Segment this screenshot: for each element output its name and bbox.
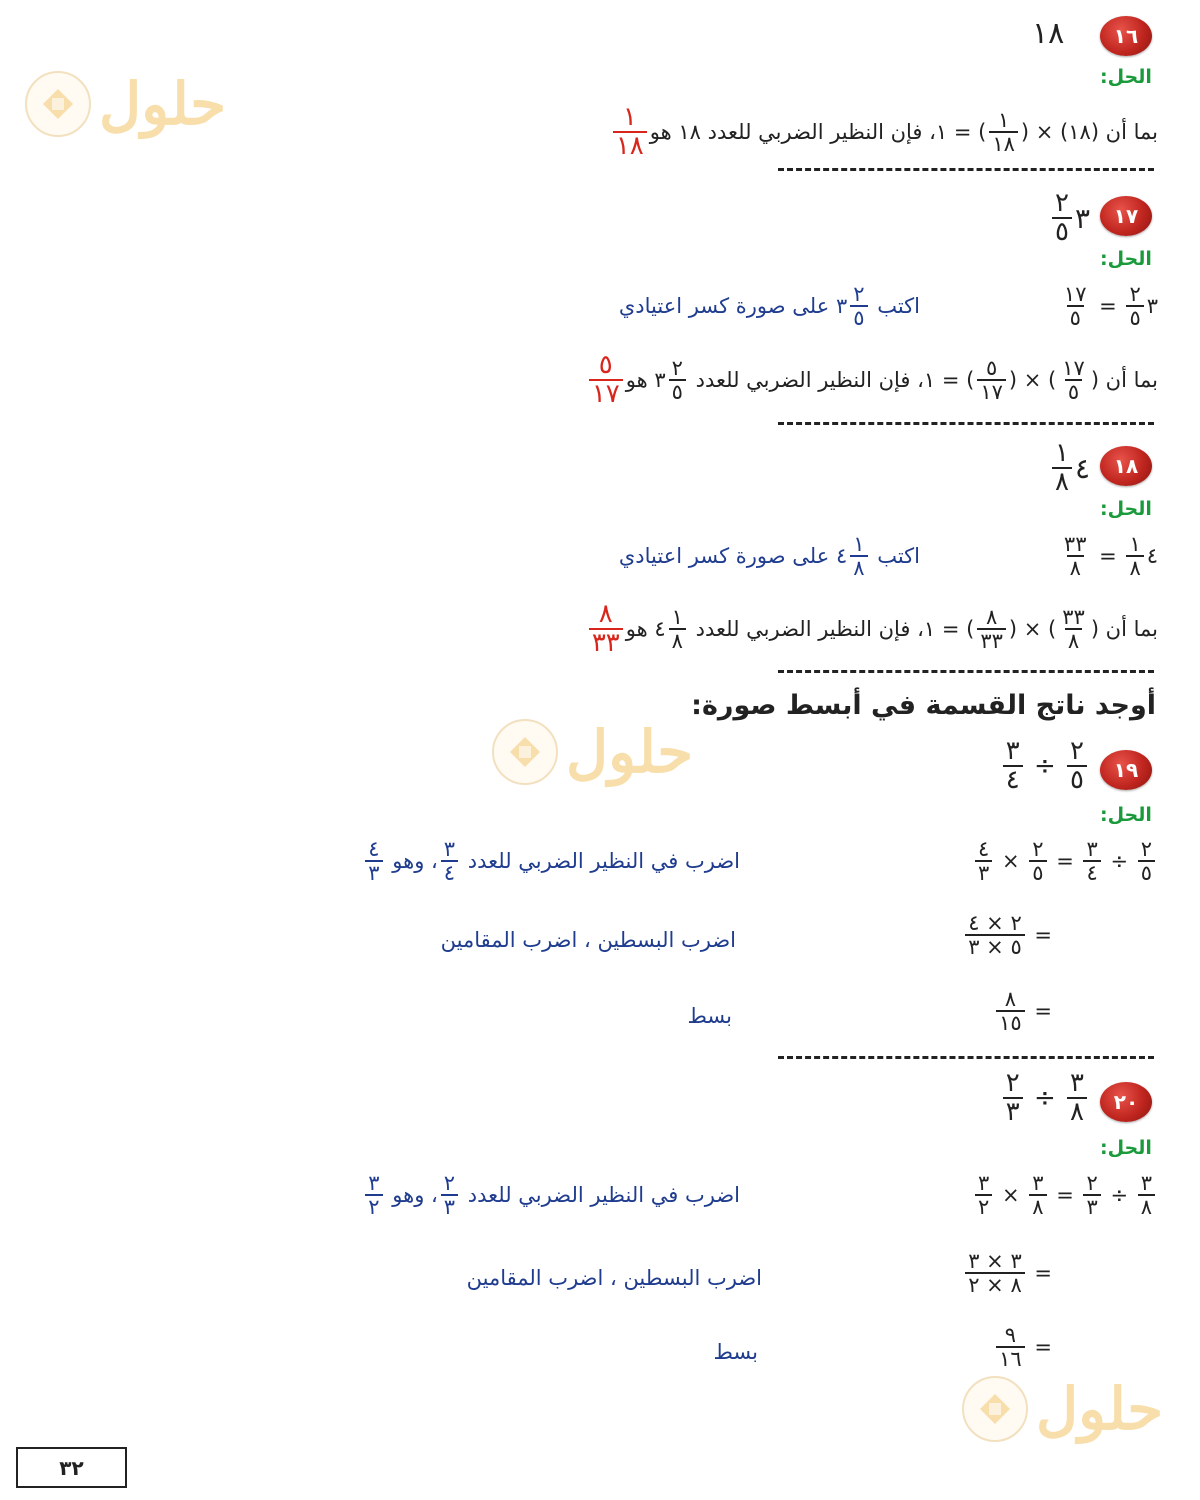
fraction: $\frac{٣}{٨}$ [1029,1172,1046,1218]
solution-label: الحل: [1100,804,1152,826]
equation-step: $\frac{٢}{٥}$ ÷ $\frac{٣}{٤}$ = $\frac{٢}{٥}$ × $\frac{٤}{٣}$ [972,838,1158,884]
fraction: $\frac{١٧}{٥}$ [1063,282,1087,331]
problem-number-badge: ١٦ [1100,16,1152,56]
fraction: $\frac{٩}{١٦}$ [996,1324,1025,1370]
watermark-text: حلول [99,70,227,138]
fraction: $\frac{٢}{٥}$ [1052,190,1072,247]
fraction: $\frac{٢}{٣}$ [441,1172,458,1218]
problem-expression: $\frac{٢}{٥}$ ÷ $\frac{٣}{٤}$ [1000,738,1090,795]
equation-step: = $\frac{٨}{١٥}$ [993,988,1052,1034]
fraction: $\frac{٣}{٢}$ [365,1172,382,1218]
problem-expression: $\frac{٣}{٨}$ ÷ $\frac{٢}{٣}$ [1000,1070,1090,1127]
fraction: $\frac{٢}{٥}$ [1067,738,1087,795]
fraction: $\frac{١}{٨}$ [1052,440,1072,497]
fraction: $\frac{٤}{٣}$ [975,838,992,884]
solution-label: الحل: [1100,1137,1152,1159]
explanation-note: اضرب البسطين ، اضرب المقامين [440,928,736,952]
fraction: $\frac{٢}{٥}$ [850,283,867,329]
watermark-logo [492,718,693,786]
watermark-text: حلول [566,718,694,786]
answer-fraction: $\frac{٨}{٣٣}$ [589,601,623,658]
equation-step: = $\frac{٢ \times ٤}{٥ \times ٣}$ [962,912,1052,958]
answer-fraction: $\frac{١}{١٨}$ [613,104,647,161]
solution-label: الحل: [1100,248,1152,270]
fraction: $\frac{٨}{٣٣}$ [977,606,1006,652]
equation: ٣ $\frac{٢}{٥}$ = $\frac{١٧}{٥}$ [1058,283,1158,329]
problem-value: ٣ $\frac{٢}{٥}$ [1049,190,1090,247]
solution-label: الحل: [1100,498,1152,520]
fraction: $\frac{٣}{٤}$ [441,838,458,884]
fraction: $\frac{١}{٨}$ [669,606,686,652]
fraction: $\frac{١}{٨}$ [850,533,867,579]
fraction: $\frac{٢}{٥}$ [1029,838,1046,884]
divider [778,168,1154,171]
equation-step: $\frac{٣}{٨}$ ÷ $\frac{٢}{٣}$ = $\frac{٣}{٨}$ × $\frac{٣}{٢}$ [972,1172,1158,1218]
fraction: $\frac{٣ \times ٣}{٨ \times ٢}$ [965,1250,1025,1296]
fraction: $\frac{٢}{٥}$ [1126,283,1143,329]
explanation-note: اضرب في النظير الضربي للعدد $\frac{٣}{٤}$ ، وهو $\frac{٤}{٣}$ [362,838,740,884]
fraction: $\frac{١}{١٨}$ [989,109,1018,155]
fraction: $\frac{٣}{٨}$ [1067,1070,1087,1127]
page-number: ٣٢ [16,1447,127,1488]
fraction: $\frac{٣٣}{٨}$ [1062,605,1085,654]
equation: ٤ $\frac{١}{٨}$ = $\frac{٣٣}{٨}$ [1058,533,1158,579]
explanation-note: اكتب $\frac{٢}{٥}$ ٣ على صورة كسر اعتيادي [618,282,920,331]
divider [778,1056,1154,1059]
solution-line: بما أن (١٨) × ( $\frac{١}{١٨}$ ) = ١، فإن النظير الضربي للعدد ١٨ هو $\frac{١}{١٨}$ [610,104,1158,161]
fraction: $\frac{٤}{٣}$ [365,838,382,884]
fraction: $\frac{٢}{٣}$ [1003,1070,1023,1127]
watermark-logo [962,1375,1163,1443]
divider [778,422,1154,425]
explanation-note: اضرب في النظير الضربي للعدد $\frac{٢}{٣}$ ، وهو $\frac{٣}{٢}$ [362,1172,740,1218]
divider [778,670,1154,673]
section-heading: أوجد ناتج القسمة في أبسط صورة: [691,690,1156,721]
fraction: $\frac{٣}{٤}$ [1003,738,1023,795]
fraction: $\frac{٣}{٢}$ [975,1172,992,1218]
explanation-note: بسط [687,1004,732,1028]
fraction: $\frac{١}{٨}$ [1126,533,1143,579]
fraction: $\frac{٨}{١٥}$ [996,988,1025,1034]
fraction: $\frac{٣}{٤}$ [1083,838,1100,884]
solution-label: الحل: [1100,66,1152,88]
fraction: $\frac{٢}{٣}$ [1083,1172,1100,1218]
problem-number-badge: ١٧ [1100,196,1152,236]
watermark-logo [25,70,226,138]
fraction: $\frac{٢}{٥}$ [1138,838,1155,884]
problem-number-badge: ٢٠ [1100,1082,1152,1122]
explanation-note: اضرب البسطين ، اضرب المقامين [466,1266,762,1290]
explanation-note: اكتب $\frac{١}{٨}$ ٤ على صورة كسر اعتيادي [618,532,920,581]
fraction: $\frac{٢ \times ٤}{٥ \times ٣}$ [965,912,1025,958]
book-logo-icon [492,719,558,785]
problem-number-badge: ١٩ [1100,750,1152,790]
answer-fraction: $\frac{٥}{١٧}$ [589,352,623,409]
book-logo-icon [25,71,91,137]
explanation-note: بسط [713,1340,758,1364]
watermark-text: حلول [1036,1375,1164,1443]
equation-step: = $\frac{٩}{١٦}$ [993,1324,1052,1370]
fraction: $\frac{٥}{١٧}$ [977,357,1006,403]
fraction: $\frac{٢}{٥}$ [669,357,686,403]
solution-line: بما أن ( $\frac{١٧}{٥}$ ) × ( $\frac{٥}{١٧}$ ) = ١، فإن النظير الضربي للعدد $\frac{٢}{٥}$ ٣ هو $\frac{٥}{١٧}$ [586,352,1158,409]
fraction: $\frac{٣}{٨}$ [1138,1172,1155,1218]
solution-line: بما أن ( $\frac{٣٣}{٨}$ ) × ( $\frac{٨}{٣٣}$ ) = ١، فإن النظير الضربي للعدد $\frac{١}{٨}$ ٤ هو $\frac{٨}{٣٣}$ [586,601,1158,658]
equation-step: = $\frac{٣ \times ٣}{٨ \times ٢}$ [962,1250,1052,1296]
problem-value: ٤ $\frac{١}{٨}$ [1049,440,1090,497]
book-logo-icon [962,1376,1028,1442]
problem-value: ١٨ [1032,16,1065,51]
fraction: $\frac{١٧}{٥}$ [1062,356,1085,405]
fraction: $\frac{٣٣}{٨}$ [1063,532,1087,581]
problem-number-badge: ١٨ [1100,446,1152,486]
